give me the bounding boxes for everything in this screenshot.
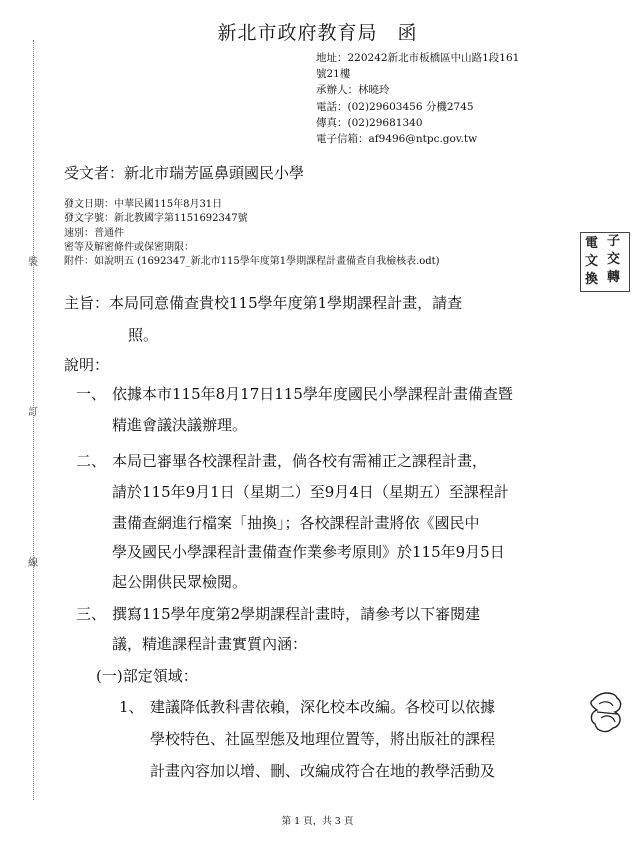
- item-3-line-1: 撰寫115學年度第2學期課程計畫時，請參考以下審閱建: [112, 605, 481, 623]
- doc-number: 發文字號：新北教國字第1151692347號: [64, 213, 248, 225]
- address-line-1: 地址：220242新北市板橋區中山路1段161: [316, 52, 520, 64]
- subject-line-1: 主旨：本局同意備查貴校115學年度第1學期課程計畫，請查: [64, 294, 463, 312]
- subject-line-2: 照。: [128, 326, 159, 344]
- fax: 傳真：(02)29681340: [316, 116, 423, 129]
- sub-item-1-1-line-1: 建議降低教科書依賴，深化校本改編。各校可以依據: [150, 698, 496, 716]
- sub-item-1-1-line-2: 學校特色、社區型態及地理位置等，將出版社的課程: [150, 730, 496, 748]
- item-2-line-5: 起公開供民眾檢閱。: [112, 573, 248, 591]
- item-3-number: 三、: [76, 605, 107, 623]
- item-3-line-2: 議，精進課程計畫實質內涵：: [112, 635, 308, 653]
- item-2-line-1: 本局已審畢各校課程計畫，倘各校有需補正之課程計畫，: [112, 452, 488, 470]
- confidentiality: 密等及解密條件或保密期限：: [64, 241, 194, 253]
- recipient: 受文者：新北市瑞芳區鼻頭國民小學: [64, 164, 305, 182]
- binding-mark-xian: 線: [28, 558, 38, 569]
- sub-item-1-1-line-3: 計畫內容加以增、刪、改編成符合在地的教學活動及: [150, 762, 496, 780]
- binding-margin-line: [33, 40, 34, 800]
- attachment: 附件：如說明五 (1692347_新北市115學年度第1學期課程計畫備查自我檢核表.odt): [64, 256, 440, 268]
- item-2-line-4: 學及國民小學課程計畫備查作業參考原則》於115年9月5日: [112, 543, 505, 561]
- page-footer: 第 1 頁，共 3 頁: [281, 816, 354, 827]
- document-title: 新北市政府教育局 函: [217, 22, 418, 44]
- item-1-line-2: 精進會議決議辦理。: [112, 416, 248, 434]
- email: 電子信箱：af9496@ntpc.gov.tw: [316, 133, 478, 146]
- address-line-2: 號21樓: [316, 68, 351, 81]
- phone: 電話：(02)29603456 分機2745: [316, 100, 474, 113]
- sub-item-1-1-number: 1、: [119, 698, 144, 716]
- item-2-line-2: 請於115年9月1日（星期二）至9月4日（星期五）至課程計: [112, 483, 509, 501]
- contact-block: [316, 50, 576, 147]
- binding-mark-zhuang: 裝: [28, 257, 38, 268]
- issue-date: 發文日期：中華民國115年8月31日: [64, 199, 223, 210]
- item-2-number: 二、: [76, 452, 107, 470]
- binding-mark-ding: 訂: [28, 407, 38, 418]
- speed: 速別：普通件: [64, 227, 124, 239]
- explanation-label: 說明：: [64, 356, 110, 374]
- item-1-number: 一、: [76, 385, 107, 403]
- sub-item-1-heading: (一)部定領域：: [96, 667, 198, 685]
- contact-person: 承辦人：林曉玲: [316, 84, 390, 97]
- margin-scribble-mark: [587, 688, 627, 736]
- item-2-line-3: 畫備查網進行檔案「抽換」；各校課程計畫將依《國民中: [112, 514, 480, 532]
- item-1-line-1: 依據本市115年8月17日115學年度國民小學課程計畫備查暨: [112, 385, 513, 403]
- electronic-exchange-stamp: 電 子 文 交 換 轉: [580, 232, 630, 292]
- meta-block: [64, 198, 440, 269]
